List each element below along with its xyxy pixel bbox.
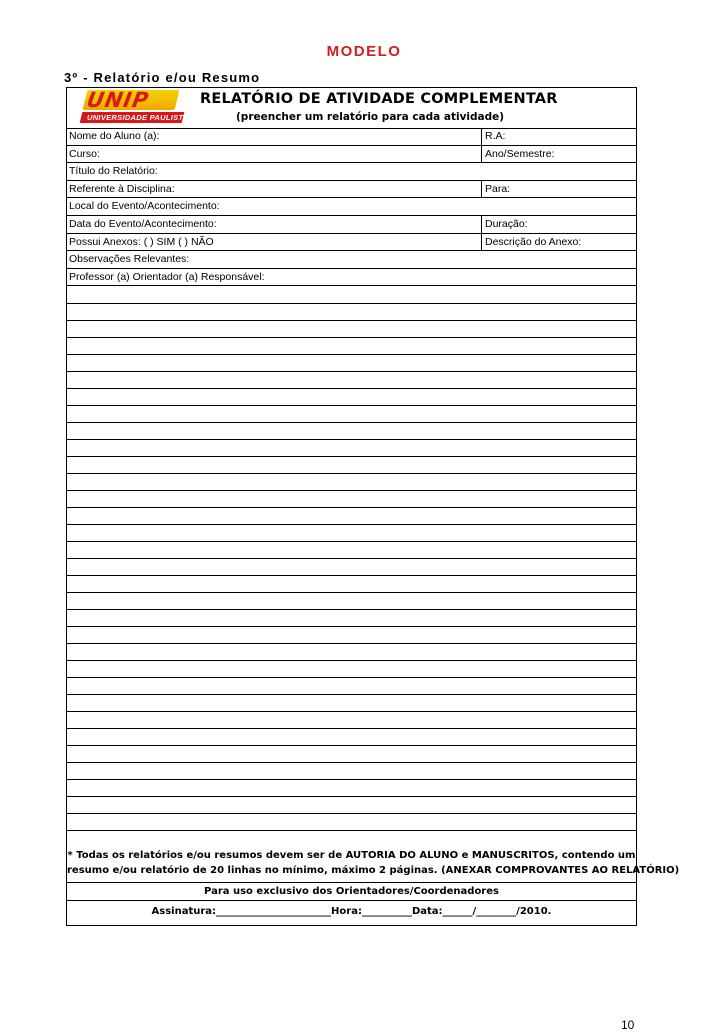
form-row xyxy=(67,181,636,199)
unip-logo xyxy=(81,88,189,124)
writing-line[interactable] xyxy=(67,473,636,474)
writing-line[interactable] xyxy=(67,507,636,508)
modelo-heading: MODELO xyxy=(326,43,402,60)
form-row xyxy=(67,251,636,269)
writing-line[interactable] xyxy=(67,490,636,491)
writing-line[interactable] xyxy=(67,609,636,610)
writing-line[interactable] xyxy=(67,762,636,763)
writing-line[interactable] xyxy=(67,643,636,644)
writing-line[interactable] xyxy=(67,745,636,746)
writing-line[interactable] xyxy=(67,779,636,780)
field-label[interactable]: Possui Anexos: ( ) SIM ( ) NÃO xyxy=(69,235,214,248)
section-title: 3º - Relatório e/ou Resumo xyxy=(64,70,261,85)
page-number: 10 xyxy=(621,1018,635,1032)
writing-line[interactable] xyxy=(67,422,636,423)
form-row xyxy=(67,146,636,164)
writing-line[interactable] xyxy=(67,796,636,797)
writing-line[interactable] xyxy=(67,694,636,695)
writing-line[interactable] xyxy=(67,677,636,678)
writing-line[interactable] xyxy=(67,711,636,712)
footer-exclusive-use: Para uso exclusivo dos Orientadores/Coordenadores xyxy=(67,883,636,901)
field-label-right[interactable]: Ano/Semestre: xyxy=(481,146,636,163)
form-row xyxy=(67,234,636,252)
form-header xyxy=(67,88,636,129)
logo-tagline: UNIVERSIDADE PAULISTA xyxy=(87,113,189,122)
form-row xyxy=(67,198,636,216)
form-row xyxy=(67,269,636,287)
activity-report-form xyxy=(66,87,680,926)
logo-name: UNIP xyxy=(84,88,151,112)
writing-line[interactable] xyxy=(67,524,636,525)
field-label-right[interactable]: Duração: xyxy=(481,216,636,233)
form-row xyxy=(67,163,636,181)
field-label-right[interactable]: Para: xyxy=(481,181,636,198)
footer-note-line-2: resumo e/ou relatório de 20 linhas no mínimo, máximo 2 páginas. (ANEXAR COMPROVANTES AO RELATÓRIO) xyxy=(67,865,680,876)
writing-line[interactable] xyxy=(67,813,636,814)
writing-line[interactable] xyxy=(67,575,636,576)
writing-line[interactable] xyxy=(67,320,636,321)
footer-note-line-1: * Todas os relatórios e/ou resumos devem ser de AUTORIA DO ALUNO e MANUSCRITOS, contendo um xyxy=(67,850,636,861)
writing-line[interactable] xyxy=(67,439,636,440)
field-label[interactable]: Data do Evento/Acontecimento: xyxy=(69,218,217,230)
field-label[interactable]: Referente à Disciplina: xyxy=(69,182,175,195)
writing-line[interactable] xyxy=(67,405,636,406)
field-label[interactable]: Nome do Aluno (a): xyxy=(69,130,160,142)
form-row xyxy=(67,128,636,146)
field-label[interactable]: Título do Relatório: xyxy=(69,165,158,178)
writing-line[interactable] xyxy=(67,337,636,338)
writing-line[interactable] xyxy=(67,456,636,457)
field-label[interactable]: Curso: xyxy=(69,147,100,160)
field-label-right[interactable]: R.A: xyxy=(481,128,636,145)
field-label[interactable]: Local do Evento/Acontecimento: xyxy=(69,200,220,213)
form-title: RELATÓRIO DE ATIVIDADE COMPLEMENTAR xyxy=(200,91,558,107)
footer-note xyxy=(67,844,680,883)
field-label[interactable]: Professor (a) Orientador (a) Responsável: xyxy=(69,270,265,283)
form-row xyxy=(67,216,636,234)
writing-line[interactable] xyxy=(67,626,636,627)
writing-line[interactable] xyxy=(67,388,636,389)
writing-line[interactable] xyxy=(67,558,636,559)
writing-line[interactable] xyxy=(67,354,636,355)
signature-line: Assinatura:_______________________Hora:__________Data:______/________/2010. xyxy=(151,906,552,917)
field-label-right[interactable]: Descrição do Anexo: xyxy=(481,234,636,251)
writing-line[interactable] xyxy=(67,592,636,593)
writing-line[interactable] xyxy=(67,303,636,304)
writing-line[interactable] xyxy=(67,830,636,831)
field-label[interactable]: Observações Relevantes: xyxy=(69,253,190,266)
writing-line[interactable] xyxy=(67,541,636,542)
writing-line[interactable] xyxy=(67,728,636,729)
writing-line[interactable] xyxy=(67,371,636,372)
form-subtitle: (preencher um relatório para cada atividade) xyxy=(236,111,505,123)
writing-line[interactable] xyxy=(67,660,636,661)
